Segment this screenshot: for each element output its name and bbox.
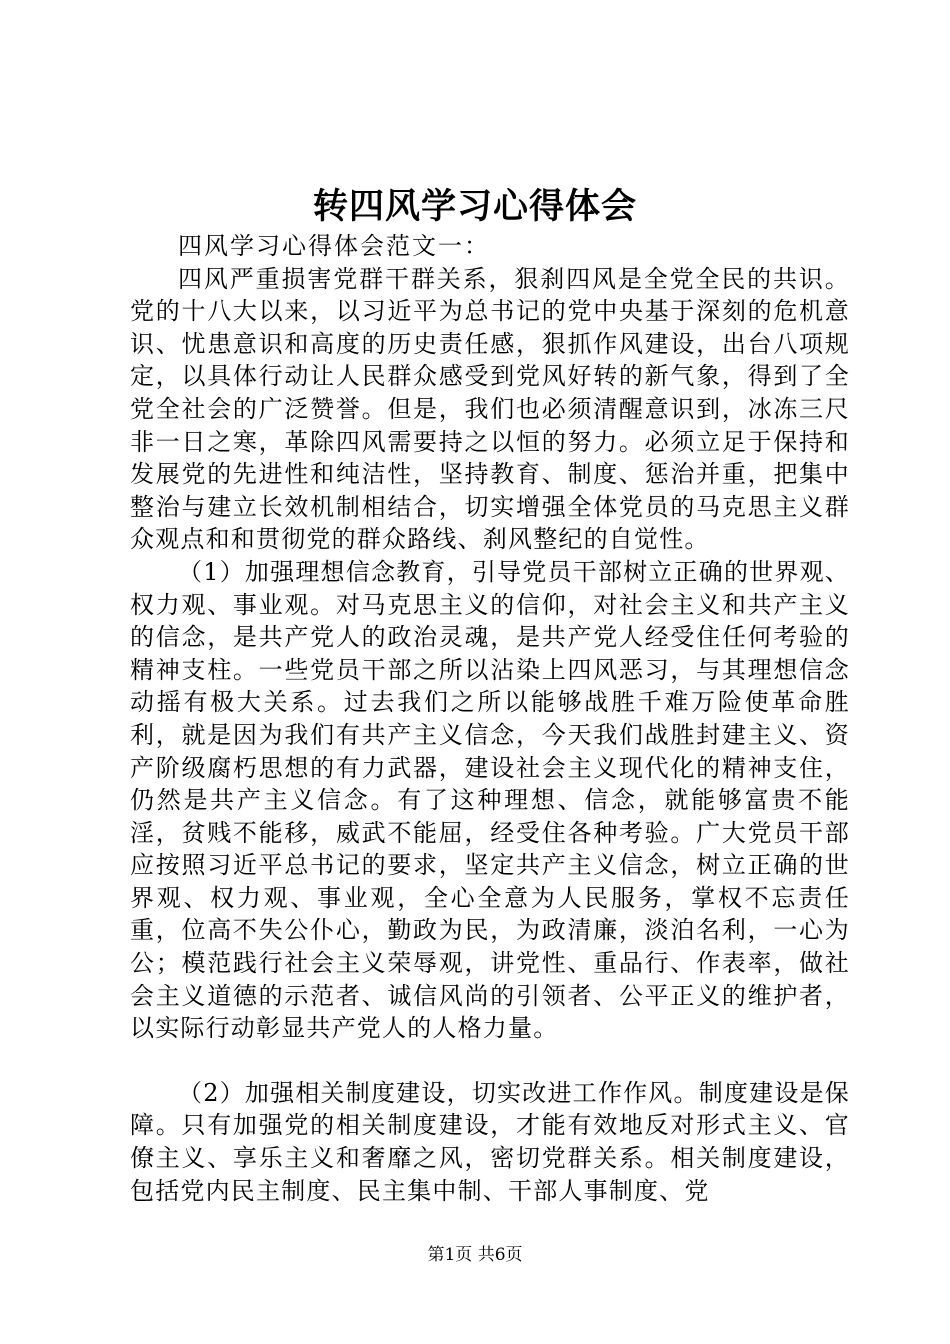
document-body — [130, 230, 850, 1207]
paragraph-3: （2）加强相关制度建设，切实改进工作作风。制度建设是保障。只有加强党的相关制度建设，才能有效地反对形式主义、官僚主义、享乐主义和奢靡之风，密切党群关系。相关制度建设，包括党内民主制度、民主集中制、干部人事制度、党 — [130, 1078, 850, 1205]
paragraph-2: （1）加强理想信念教育，引导党员干部树立正确的世界观、权力观、事业观。对马克思主义的信仰，对社会主义和共产主义的信念，是共产党人的政治灵魂，是共产党人经受住任何考验的精神支柱。一些党员干部之所以沾染上四风恶习，与其理想信念动摇有极大关系。过去我们之所以能够战胜千难万险使革命胜利，就是因为我们有共产主义信念，今天我们战胜封建主义、资产阶级腐朽思想的有力武器，建设社会主义现代化的精神支住，仍然是共产主义信念。有了这种理想、信念，就能够富贵不能淫，贫贱不能移，威武不能屈，经受住各种考验。广大党员干部应按照习近平总书记的要求，坚定共产主义信念，树立正确的世界观、权力观、事业观，全心全意为人民服务，掌权不忘责任重，位高不失公仆心，勤政为民，为政清廉，淡泊名利，一心为公；模范践行社会主义荣辱观，讲党性、重品行、作表率，做社会主义道德的示范者、诚信风尚的引领者、公平正义的维护者，以实际行动彰显共产党人的人格力量。 — [130, 557, 850, 1043]
paragraph-intro: 四风学习心得体会范文一： — [178, 232, 490, 260]
document-title: 转四风学习心得体会 — [312, 186, 637, 227]
page-footer: 第1页 共6页 — [427, 1245, 523, 1265]
paragraph-1: 四风严重损害党群干群关系，狠刹四风是全党全民的共识。党的十八大以来，以习近平为总书记的党中央基于深刻的危机意识、忧患意识和高度的历史责任感，狠抓作风建设，出台八项规定，以具体行动让人民群众感受到党风好转的新气象，得到了全党全社会的广泛赞誉。但是，我们也必须清醒意识到，冰冻三尺非一日之寒，革除四风需要持之以恒的努力。必须立足于保持和发展党的先进性和纯洁性，坚持教育、制度、惩治并重，把集中整治与建立长效机制相结合，切实增强全体党员的马克思主义群众观点和和贯彻党的群众路线、刹风整纪的自觉性。 — [130, 264, 850, 554]
